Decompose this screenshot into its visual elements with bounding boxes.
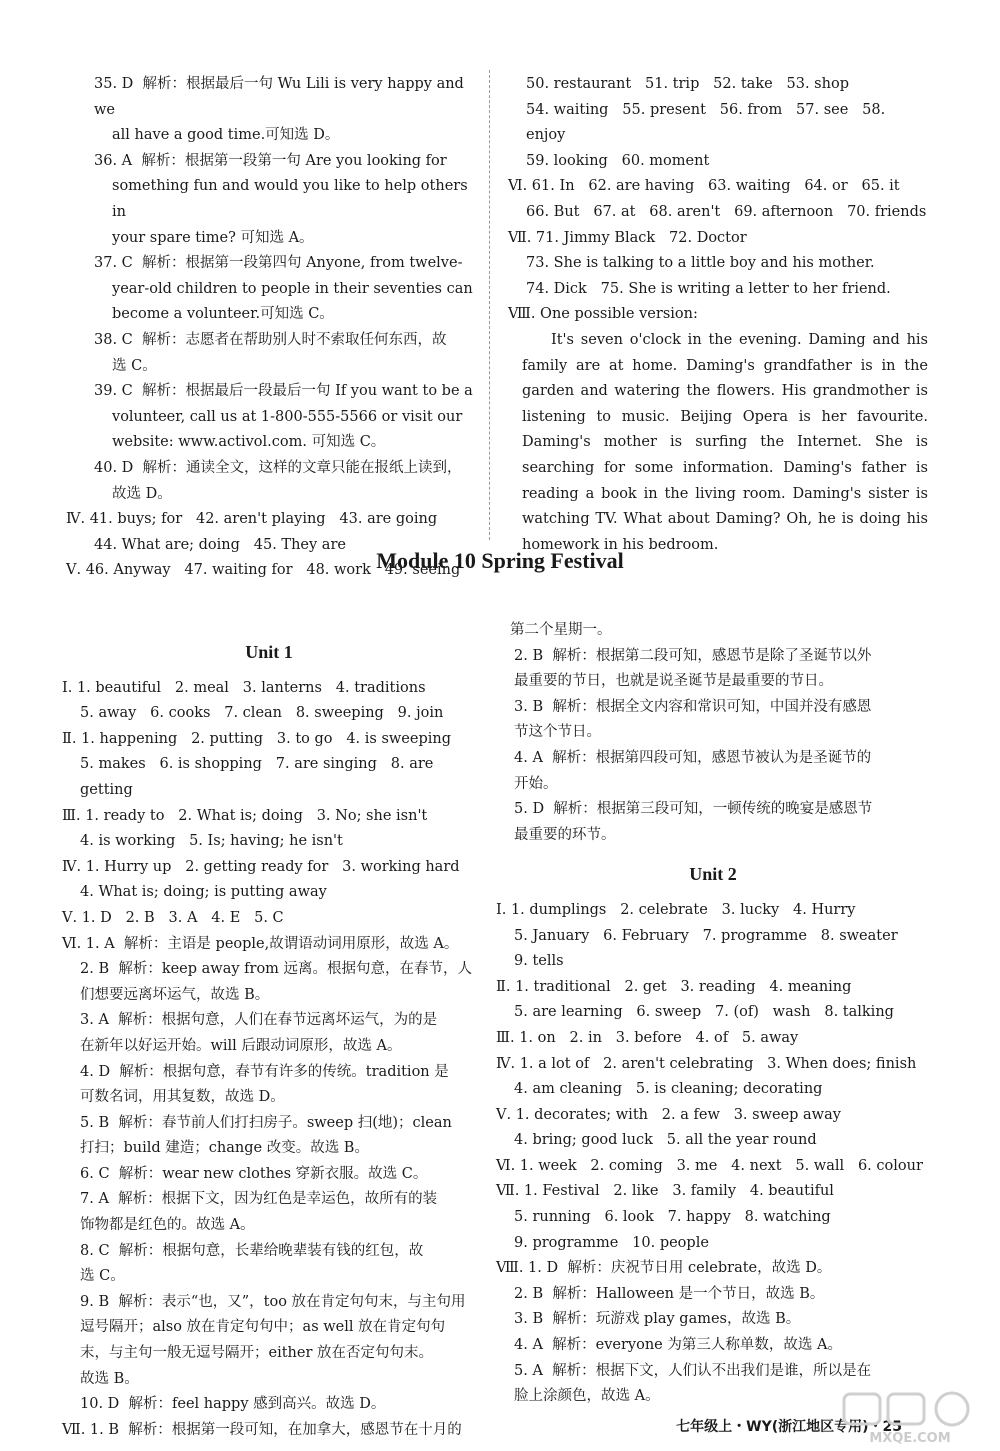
answer-line: Ⅶ. 1. B 解析：根据第一段可知，在加拿大，感恩节在十月的 — [62, 1421, 462, 1438]
top-left-column — [66, 72, 476, 584]
column-divider — [489, 70, 490, 540]
answer-line: Ⅵ. 1. week 2. coming 3. me 4. next 5. wall 6. colour — [496, 1157, 923, 1174]
answer-line: 第二个星期一。 — [510, 622, 612, 638]
answer-line: 9. programme 10. people — [514, 1234, 709, 1251]
answer-line: 故选 D。 — [112, 485, 172, 502]
answer-line: 59. looking 60. moment — [526, 152, 710, 169]
answer-line: 脸上涂颜色，故选 A。 — [514, 1388, 660, 1405]
watermark-logo — [840, 1390, 980, 1448]
answer-line: become a volunteer.可知选 C。 — [112, 306, 334, 323]
answer-line: 节这个节日。 — [514, 724, 601, 741]
answer-line: 5. makes 6. is shopping 7. are singing 8. are getting — [80, 756, 438, 798]
answer-line: 39. C 解析：根据最后一段最后一句 If you want to be a — [94, 383, 473, 400]
answer-line: Ⅶ. 1. Festival 2. like 3. family 4. beautiful — [496, 1183, 834, 1200]
answer-line: 5. are learning 6. sweep 7. (of) wash 8. talking — [514, 1004, 894, 1021]
answer-line: year-old children to people in their seventies can — [112, 280, 473, 297]
unit1-heading: Unit 1 — [245, 642, 293, 662]
answer-line: 6. C 解析：wear new clothes 穿新衣服。故选 C。 — [80, 1165, 428, 1182]
answer-line: Ⅲ. 1. on 2. in 3. before 4. of 5. away — [496, 1029, 799, 1046]
answer-line: volunteer, call us at 1-800-555-5566 or visit our — [112, 408, 463, 425]
answer-line: 10. D 解析：feel happy 感到高兴。故选 D。 — [80, 1396, 386, 1413]
page-footer: 七年级上・WY(浙江地区专用)・25 — [676, 1419, 902, 1435]
answer-line: 73. She is talking to a little boy and his mother. — [526, 255, 875, 272]
answer-line: 2. B 解析：Halloween 是一个节日，故选 B。 — [514, 1285, 825, 1302]
unit2-column — [496, 618, 930, 1410]
answer-line: Ⅳ. 1. a lot of 2. aren't celebrating 3. When does; finish — [496, 1055, 917, 1072]
answer-line: 40. D 解析：通读全文，这样的文章只能在报纸上读到， — [94, 459, 462, 476]
unit2-heading: Unit 2 — [689, 864, 737, 885]
sample-essay: It's seven o'clock in the evening. Daming and his family are at home. Daming's grandfather is in the garden and watering the flowers. His grandmother is listening to music. Beijing Opera is her favourite. Daming's mother is surfing the Internet. She is searching for some information. Daming's father is reading a book in the living room. Daming's sister is watching TV. What about Daming? Oh, he is doing his homework in his bedroom. — [522, 331, 928, 553]
answer-line: 末，与主句一般无逗号隔开；either 放在否定句句末。 — [80, 1345, 434, 1362]
answer-line: 4. is working 5. Is; having; he isn't — [80, 833, 343, 850]
answer-line: Ⅳ. 41. buys; for 42. aren't playing 43. are going — [66, 511, 438, 528]
top-right-column — [508, 72, 928, 558]
answer-line: 5. away 6. cooks 7. clean 8. sweeping 9. join — [80, 705, 444, 722]
answer-line: 5. running 6. look 7. happy 8. watching — [514, 1209, 831, 1226]
answer-line: 37. C 解析：根据第一段第四句 Anyone, from twelve- — [94, 255, 463, 272]
answer-line: 4. What is; doing; is putting away — [80, 884, 327, 901]
answer-line: 50. restaurant 51. trip 52. take 53. shop — [526, 76, 849, 92]
answer-line: 7. A 解析：根据下文，因为红色是幸运色，故所有的装 — [80, 1191, 438, 1208]
answer-line: 3. B 解析：根据全文内容和常识可知，中国并没有感恩 — [514, 698, 872, 715]
answer-line: Ⅱ. 1. happening 2. putting 3. to go 4. is sweeping — [62, 730, 452, 747]
answer-line: 5. D 解析：根据第三段可知，一顿传统的晚宴是感恩节 — [514, 801, 873, 818]
answer-line: 在新年以好运开始。will 后跟动词原形，故选 A。 — [80, 1037, 402, 1054]
answer-line: Ⅴ. 46. Anyway 47. waiting for 48. work 49. seeing — [66, 562, 461, 579]
answer-line: 选 C。 — [80, 1268, 125, 1285]
answer-line: 最重要的节日，也就是说圣诞节是最重要的节日。 — [514, 673, 833, 690]
answer-line: 故选 B。 — [80, 1370, 139, 1387]
answer-line: 35. D 解析：根据最后一句 Wu Lili is very happy and we — [94, 76, 469, 118]
answer-line: 44. What are; doing 45. They are — [94, 536, 346, 553]
answer-line: 4. D 解析：根据句意，春节有许多的传统。tradition 是 — [80, 1063, 449, 1080]
answer-line: 4. am cleaning 5. is cleaning; decorating — [514, 1081, 823, 1098]
answer-line: 5. January 6. February 7. programme 8. sweater — [514, 927, 898, 944]
answer-line: 打扫；build 建造；change 改变。故选 B。 — [80, 1140, 369, 1157]
answer-line: something fun and would you like to help others in — [112, 178, 473, 220]
answer-line: Ⅲ. 1. ready to 2. What is; doing 3. No; she isn't — [62, 807, 428, 824]
answer-line: 5. B 解析：春节前人们打扫房子。sweep 扫(地)；clean — [80, 1114, 452, 1131]
answer-line: Ⅷ. One possible version: — [508, 306, 698, 323]
answer-line: 9. tells — [514, 953, 564, 970]
answer-line: Ⅵ. 1. A 解析：主语是 people,故谓语动词用原形，故选 A。 — [62, 935, 459, 952]
answer-line: Ⅶ. 71. Jimmy Black 72. Doctor — [508, 229, 747, 246]
answer-line: 2. B 解析：根据第二段可知，感恩节是除了圣诞节以外 — [514, 647, 872, 664]
answer-line: 38. C 解析：志愿者在帮助别人时不索取任何东西，故 — [94, 331, 447, 348]
answer-line: 3. A 解析：根据句意，人们在春节远离坏运气，为的是 — [80, 1012, 438, 1029]
answer-line: 36. A 解析：根据第一段第一句 Are you looking for — [94, 152, 447, 169]
answer-line: 最重要的环节。 — [514, 826, 616, 843]
answer-line: 9. B 解析：表示“也，又”，too 放在肯定句句末，与主句用 — [80, 1293, 466, 1310]
answer-line: 可数名词，用其复数，故选 D。 — [80, 1089, 285, 1106]
answer-line: 2. B 解析：keep away from 远离。根据句意，在春节，人 — [80, 961, 473, 978]
answer-line: 54. waiting 55. present 56. from 57. see 58. enjoy — [526, 101, 890, 144]
answer-line: Ⅰ. 1. beautiful 2. meal 3. lanterns 4. traditions — [62, 679, 426, 696]
answer-line: Ⅷ. 1. D 解析：庆祝节日用 celebrate，故选 D。 — [496, 1260, 832, 1277]
answer-line: Ⅴ. 1. D 2. B 3. A 4. E 5. C — [62, 909, 284, 926]
answer-line: 逗号隔开；also 放在肯定句句中；as well 放在肯定句句 — [80, 1319, 446, 1336]
answer-line: 66. But 67. at 68. aren't 69. afternoon 70. friends — [526, 203, 927, 220]
answer-line: website: www.activol.com. 可知选 C。 — [112, 434, 386, 451]
answer-line: Ⅳ. 1. Hurry up 2. getting ready for 3. working hard — [62, 858, 460, 875]
answer-line: 5. A 解析：根据下文，人们认不出我们是谁，所以是在 — [514, 1362, 872, 1379]
answer-line: 饰物都是红色的。故选 A。 — [80, 1217, 255, 1234]
answer-line: 74. Dick 75. She is writing a letter to her friend. — [526, 280, 891, 297]
answer-line: all have a good time.可知选 D。 — [112, 127, 340, 144]
answer-line: 选 C。 — [112, 357, 157, 374]
answer-line: Ⅱ. 1. traditional 2. get 3. reading 4. meaning — [496, 978, 852, 995]
answer-line: 4. bring; good luck 5. all the year round — [514, 1132, 817, 1149]
svg-text:MXQE.COM: MXQE.COM — [869, 1431, 951, 1446]
module-title: Module 10 Spring Festival — [376, 548, 624, 573]
answer-line: Ⅰ. 1. dumplings 2. celebrate 3. lucky 4. Hurry — [496, 901, 856, 918]
answer-line: Ⅴ. 1. decorates; with 2. a few 3. sweep away — [496, 1106, 841, 1123]
unit1-column — [62, 640, 476, 1443]
answer-line: 4. A 解析：根据第四段可知，感恩节被认为是圣诞节的 — [514, 749, 872, 766]
answer-line: 4. A 解析：everyone 为第三人称单数，故选 A。 — [514, 1337, 842, 1354]
answer-line: 们想要远离坏运气，故选 B。 — [80, 986, 270, 1003]
answer-line: your spare time? 可知选 A。 — [112, 229, 314, 246]
answer-line: 8. C 解析：根据句意，长辈给晚辈装有钱的红包，故 — [80, 1242, 424, 1259]
answer-line: 开始。 — [514, 775, 558, 792]
answer-line: Ⅵ. 61. In 62. are having 63. waiting 64. or 65. it — [508, 178, 900, 195]
answer-line: 3. B 解析：玩游戏 play games，故选 B。 — [514, 1311, 801, 1328]
